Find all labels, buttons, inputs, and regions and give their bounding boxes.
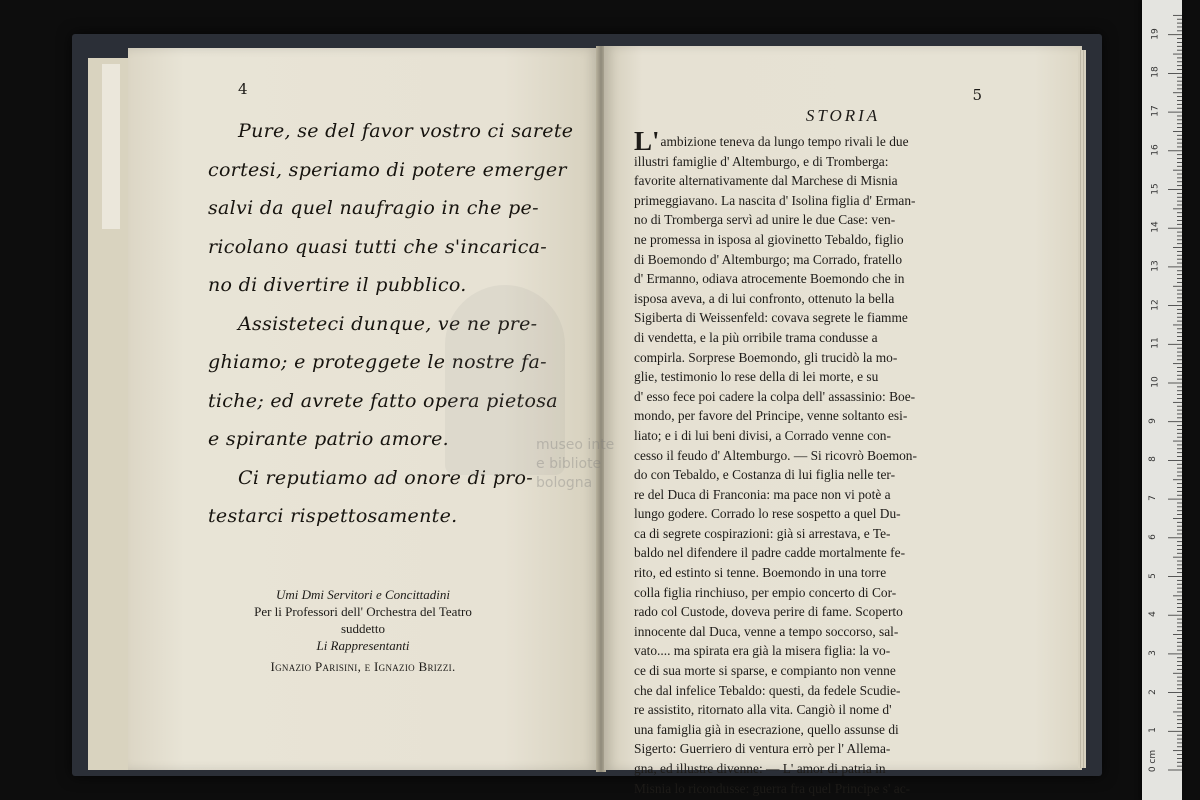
ruler-number: 14 bbox=[1150, 221, 1161, 233]
signature-names: Ignazio Parisini, e Ignazio Brizzi. bbox=[270, 659, 456, 674]
story-line: innocente dal Duca, venne a tempo soccorso, sal- bbox=[634, 623, 899, 639]
story-line: Sigiberta di Weissenfeld: covava segrete le fiamme bbox=[634, 310, 908, 326]
story-line: baldo nel difendere il padre cadde mortalmente fe- bbox=[634, 545, 906, 561]
ruler-number: 15 bbox=[1150, 182, 1161, 195]
story-line: rado col Custode, doveva perire di fame. Scoperto bbox=[634, 604, 903, 620]
story-line: colla figlia rinchiuso, per empio concerto di Cor- bbox=[634, 584, 897, 600]
dedication-line: Ci reputiamo ad onore di pro- bbox=[238, 466, 534, 489]
watermark-line: bologna bbox=[536, 475, 593, 491]
story-line: di vendetta, e la più orribile trama condusse a bbox=[634, 329, 878, 345]
story-line: ne promessa in isposa al giovinetto Tebaldo, figlio bbox=[634, 231, 904, 247]
dedication-line: Pure, se del favor vostro ci sarete bbox=[238, 120, 574, 142]
story-line: ca di segrete cospirazioni: già si arrestava, e Te- bbox=[634, 525, 891, 541]
dedication-line: Assisteteci dunque, ve ne pre- bbox=[238, 312, 538, 335]
ruler-number: 5 bbox=[1147, 572, 1158, 579]
dedication-line: ghiamo; e proteggete le nostre fa- bbox=[208, 351, 547, 373]
left-page-number: 4 bbox=[238, 80, 248, 98]
ruler-number: 13 bbox=[1150, 260, 1161, 272]
signature-suddetto: suddetto bbox=[340, 621, 386, 636]
story-line: liato; e i di lui beni divisi, a Corrado venne con- bbox=[634, 427, 891, 443]
ruler-number: 9 bbox=[1147, 417, 1158, 424]
ruler-number: 17 bbox=[1150, 105, 1161, 117]
ruler-number: 19 bbox=[1150, 27, 1161, 40]
story-line bbox=[634, 126, 1054, 156]
story-line: favorite alternativamente dal Marchese di Misnia bbox=[634, 173, 898, 189]
story-line: re assistito, ritornato alla vita. Cangiò il nome d' bbox=[634, 702, 892, 718]
story-line: compirla. Sorprese Boemondo, gli trucidò la mo- bbox=[634, 349, 898, 365]
story-line: no di Tromberga servì ad unire le due Case: ven- bbox=[634, 212, 896, 228]
signature-orchestra: Per li Professori dell' Orchestra del Teatro bbox=[254, 604, 472, 619]
story-line: d' esso fece poi cadere la colpa dell' assassinio: Boe- bbox=[634, 388, 916, 404]
story-line: una famiglia già in esecrazione, quello assunse di bbox=[634, 721, 899, 737]
dedication-line: ricolano quasi tutti che s'incarica- bbox=[208, 235, 547, 258]
story-line: Misnia lo ricondusse: guerra fra quel Principe s' ac- bbox=[634, 780, 911, 796]
story-line: do con Tebaldo, e Costanza di lui figlia nelle ter- bbox=[634, 467, 896, 483]
story-line: primeggiavano. La nascita d' Isolina figlia d' Erman- bbox=[634, 192, 916, 208]
story-line: mondo, per favore del Principe, venne soltanto esi- bbox=[634, 408, 908, 424]
story-line: vato.... ma spirata era già la misera figlia: la vo- bbox=[634, 643, 891, 659]
ruler-number: 16 bbox=[1150, 144, 1161, 156]
dedication-line: salvi da quel naufragio in che pe- bbox=[208, 197, 539, 219]
ruler-number: 3 bbox=[1147, 650, 1158, 656]
page-edges bbox=[1078, 50, 1086, 768]
story-line: di Boemondo d' Altemburgo; ma Corrado, fratello bbox=[634, 251, 903, 267]
ruler-number: 1 bbox=[1147, 727, 1158, 734]
ruler-number: 11 bbox=[1150, 337, 1161, 350]
dedication-line: cortesi, speriamo di potere emerger bbox=[208, 158, 567, 181]
story-line: gna, ed illustre divenne: — L' amor di patria in bbox=[634, 761, 886, 776]
ruler-unit-label: 0 cm bbox=[1148, 749, 1159, 773]
signature-salutation: Umi Dmi Servitori e Concittadini bbox=[275, 587, 451, 602]
ruler-number: 10 bbox=[1150, 376, 1161, 388]
story-line: cesso il feudo d' Altemburgo. — Si ricovrò Boemon- bbox=[634, 447, 917, 463]
story-line: Sigerto: Guerriero di ventura errò per l' Allema- bbox=[634, 741, 891, 757]
story-line: illustri famiglie d' Altemburgo, e di Tromberga: bbox=[634, 153, 889, 169]
right-page bbox=[604, 46, 1082, 796]
story-line: rito, ed estinto si tenne. Boemondo in una torre bbox=[634, 565, 887, 581]
story-line: lungo godere. Corrado lo rese sospetto a quel Du- bbox=[634, 506, 901, 522]
story-line: glie, testimonio lo rese della di lei morte, e su bbox=[634, 369, 879, 385]
ruler-number: 2 bbox=[1147, 688, 1158, 695]
measurement-ruler bbox=[1142, 0, 1182, 800]
story-line: ce di sua morte si sparse, e compianto non venne bbox=[634, 663, 896, 679]
ruler-number: 18 bbox=[1150, 66, 1161, 79]
dedication-line: no di divertire il pubblico. bbox=[208, 274, 467, 296]
watermark-line: museo inte bbox=[536, 437, 615, 453]
story-line: isposa aveva, a di lui confronto, ottenuto la bella bbox=[634, 290, 895, 306]
ruler-number: 4 bbox=[1147, 611, 1158, 618]
signature-block bbox=[128, 586, 598, 675]
ruler-number: 7 bbox=[1147, 495, 1158, 501]
ruler-number: 12 bbox=[1150, 298, 1161, 311]
watermark-text bbox=[536, 436, 666, 493]
dedication-line: testarci rispettosamente. bbox=[208, 505, 458, 527]
dedication-line: e spirante patrio amore. bbox=[208, 428, 449, 450]
right-page-number: 5 bbox=[972, 86, 982, 104]
story-line-text: ambizione teneva da lungo tempo rivali le due bbox=[660, 134, 909, 149]
loose-paper-strip bbox=[102, 64, 120, 229]
ruler-number: 8 bbox=[1147, 456, 1158, 463]
story-text bbox=[634, 126, 1054, 798]
story-line: d' Ermanno, odiava atrocemente Boemondo che in bbox=[634, 271, 905, 287]
story-heading: STORIA bbox=[805, 106, 881, 125]
drop-cap: L' bbox=[634, 126, 660, 156]
story-line: che dal infelice Tebaldo: questi, da fedele Scudie- bbox=[634, 682, 901, 698]
dedication-line: tiche; ed avrete fatto opera pietosa bbox=[208, 389, 558, 412]
story-line: re del Duca di Franconia: ma pace non vi potè a bbox=[634, 486, 891, 502]
signature-representatives: Li Rappresentanti bbox=[316, 638, 410, 653]
ruler-ticks bbox=[1142, 0, 1182, 800]
ruler-number: 6 bbox=[1147, 533, 1158, 540]
watermark-line: e bibliote bbox=[536, 456, 602, 472]
